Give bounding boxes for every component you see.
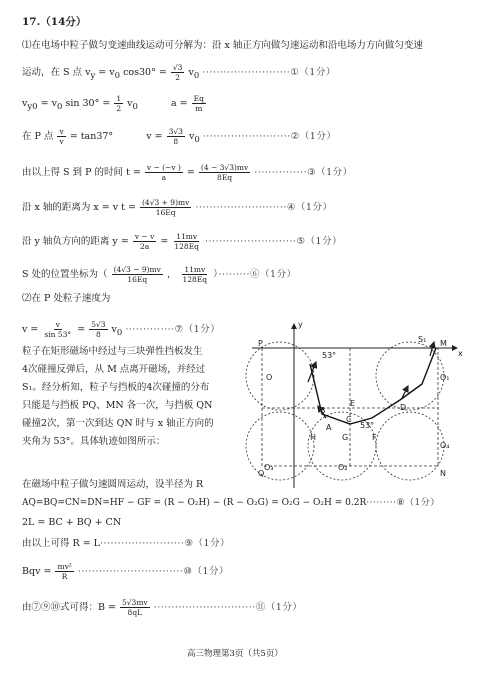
label-d: D — [400, 403, 407, 412]
line5: 由以上得 S 到 P 的时间 t = $\frac{v - (-v )}{a}$ = $\frac{(4 - 3√3)mv}{8Eq}$ ···············③（1分） — [22, 163, 353, 182]
part1-line2: 运动，在 S 点 $v_y = v_0$ cos30° = $\frac{√3}{2}$ $v_0$ ·························①（1分） — [22, 63, 336, 82]
label-a: A — [326, 423, 332, 432]
label-p: P — [258, 339, 263, 348]
label-b: B — [320, 406, 326, 415]
page-footer: 高三物理第3页（共5页） — [187, 649, 283, 659]
trajectory-figure — [222, 318, 468, 490]
paragraph-line3: S₁。经分析知，粒子与挡板的4次碰撞的分布 — [22, 382, 210, 393]
line3: $v_{y0} = v_0$ sin 30° = $\frac{1}{2}$ $v_0$ a = $\frac{Eq}{m}$ — [22, 94, 204, 113]
line11: 在磁场中粒子做匀速圆周运动，设半径为 R — [22, 479, 204, 490]
line4: 在 P 点 $\frac{v}{v}$ = tan37° v = $\frac{3√3}{8}$ $v_0$ ·························②（1分） — [22, 127, 337, 146]
label-o4: O₄ — [440, 441, 450, 450]
paragraph-line6: 夹角为 53°。具体轨迹如图所示： — [22, 436, 166, 447]
label-h: H — [310, 433, 317, 442]
label-m: M — [440, 339, 447, 348]
label-n: N — [440, 469, 446, 478]
part1-line1: ⑴在电场中粒子做匀变速曲线运动可分解为：沿 x 轴正方向做匀速运动和沿电场力方向做匀变速 — [22, 40, 423, 51]
label-q: Q — [258, 469, 265, 478]
paragraph-line5: 碰撞2次，第一次到达 QN 时与 x 轴正方向的 — [22, 418, 214, 429]
label-o2: O₂ — [338, 463, 348, 472]
label-o: O — [266, 373, 273, 382]
line8: S 处的位置坐标为（ $\frac{(4√3 - 9)mv}{16Eq}$ ， $\frac{11mv}{128Eq}$ ）·········⑥（1分） — [22, 265, 297, 284]
paragraph-line4: 只能是与挡板 PQ、MN 各一次，与挡板 QN — [22, 400, 213, 411]
paragraph-line1: 粒子在矩形磁场中经过与三块弹性挡板发生 — [22, 346, 203, 357]
label-c: C — [346, 415, 352, 424]
part2-heading: ⑵在 P 处粒子速度为 — [22, 293, 111, 304]
x-axis-label: x — [458, 349, 463, 358]
trajectory-circles — [246, 342, 444, 480]
paragraph-line2: 4次碰撞反弹后，从 M 点离开磁场，并经过 — [22, 364, 206, 375]
line13: 2L = BC + BQ + CN — [22, 517, 122, 528]
label-o1: O₁ — [440, 373, 450, 382]
label-angle: 53° — [322, 351, 337, 360]
y-axis-label: y — [298, 320, 303, 329]
problem-heading: 17.（14分） — [22, 16, 87, 28]
line6: 沿 x 轴的距离为 x = v t = $\frac{(4√3 + 9)mv}{16Eq}$ ··························④（1分） — [22, 198, 333, 217]
label-g: G — [342, 433, 349, 442]
label-angle-2: 53° — [360, 421, 375, 430]
label-s1: S₁ — [418, 335, 427, 344]
label-e: E — [350, 399, 356, 408]
line7: 沿 y 轴负方向的距离 y = $\frac{v - v}{2a}$ = $\frac{11mv}{128Eq}$ ··························⑤（1分） — [22, 232, 343, 251]
line14: 由以上可得 R = L························⑨（1分） — [22, 538, 231, 549]
label-f: F — [372, 433, 377, 442]
line12: AQ=BQ=CN=DN=HF − GF = (R − O₂H) − (R − O₂G) = O₂G − O₂H = 0.2R·········⑧（1分） — [22, 498, 440, 508]
label-o3: O₃ — [264, 463, 274, 472]
line15: Bqv = $\frac{\text{mv²}}{R}$ ······························⑩（1分） — [22, 562, 229, 581]
line10: v = $\frac{v}{\sin 53^\circ}$ = $\frac{5√3}{8}$ $v_0$ ··············⑦（1分） — [22, 320, 221, 339]
line16: 由⑦⑨⑩式可得：B = $\frac{5√3mv}{8qL}$ ·····························⑪（1分） — [22, 598, 303, 617]
